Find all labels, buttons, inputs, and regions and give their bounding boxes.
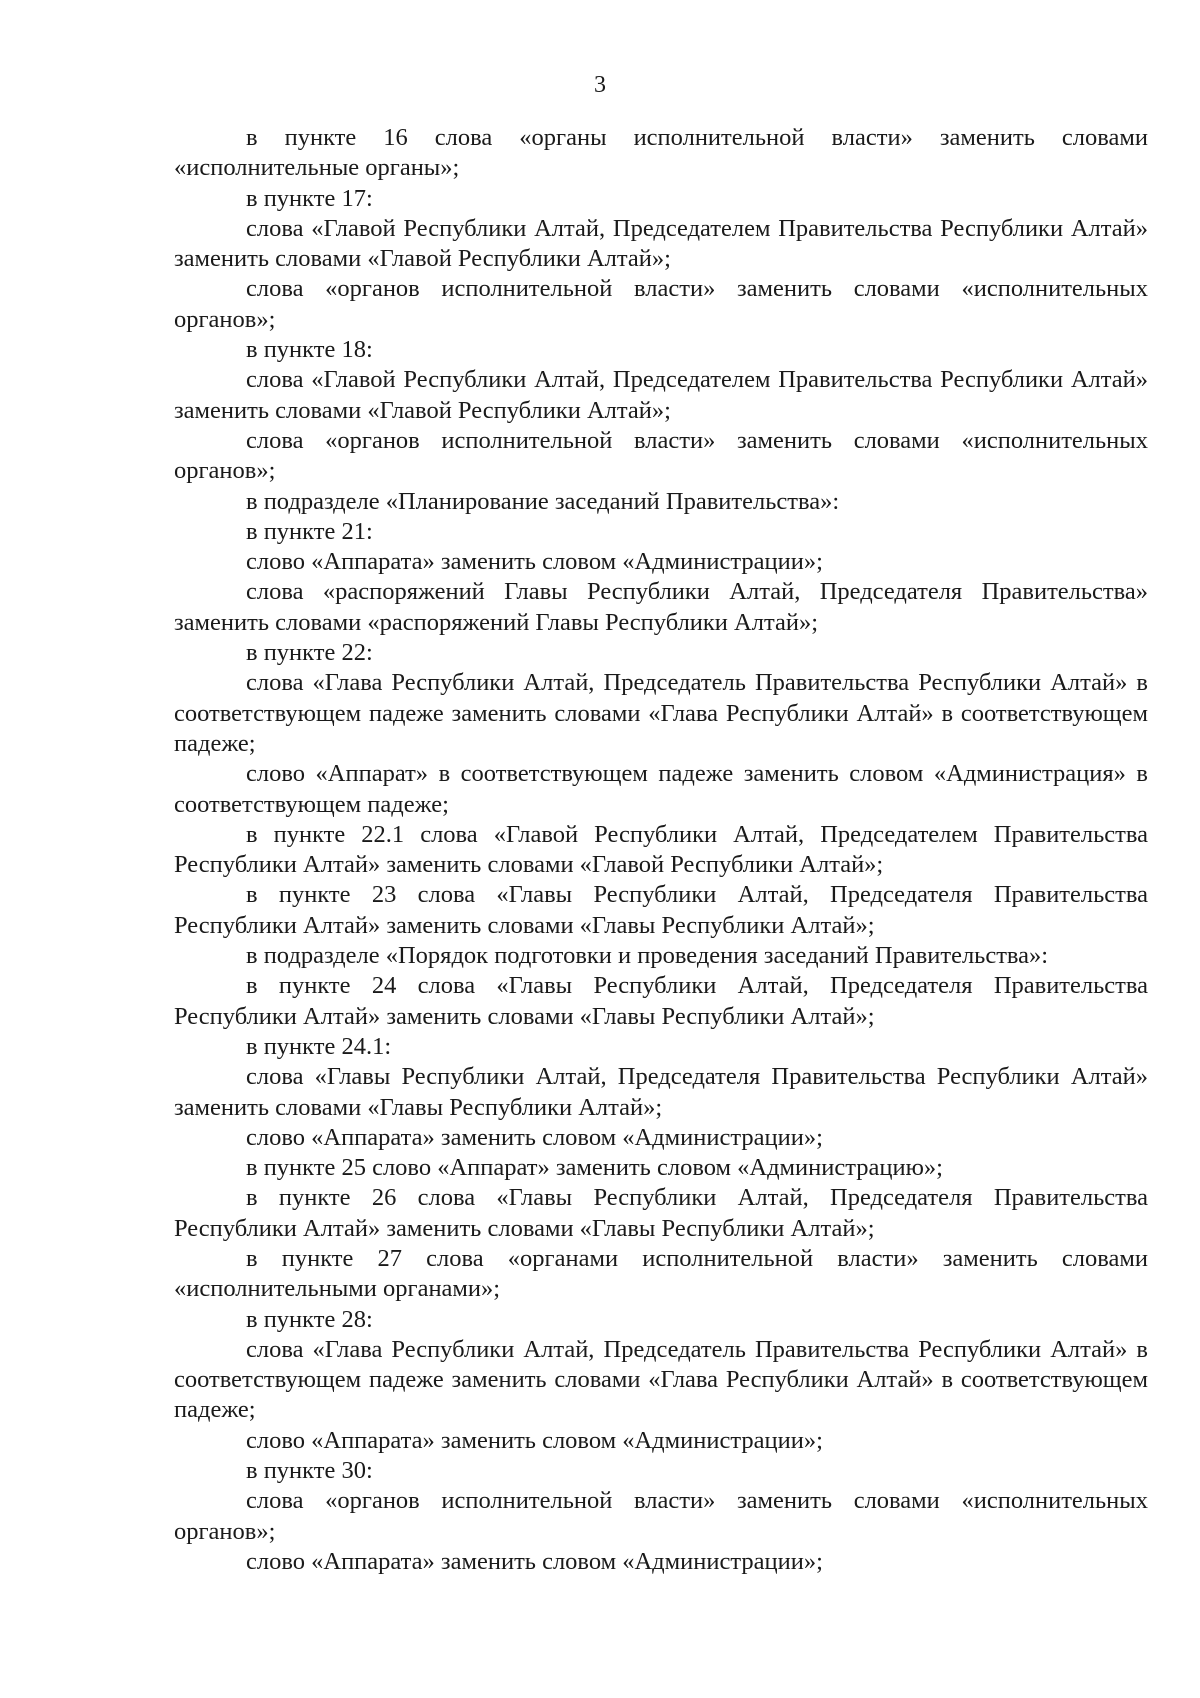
document-body [174,123,1148,1577]
paragraph: слова «Глава Республики Алтай, Председатель Правительства Республики Алтай» в соответствующем падеже заменить словами «Глава Республики Алтай» в соответствующем падеже; [174,1335,1148,1424]
paragraph: в пункте 22: [246,639,373,667]
paragraph: в пункте 28: [246,1305,373,1333]
paragraph: слова «органов исполнительной власти» заменить словами «исполнительных органов»; [174,1487,1148,1545]
paragraph: слова «Главы Республики Алтай, Председателя Правительства Республики Алтай» заменить словами «Главы Республики Алтай»; [174,1063,1148,1121]
paragraph: в пункте 17: [246,184,373,212]
paragraph: слова «распоряжений Главы Республики Алтай, Председателя Правительства» заменить словами «распоряжений Главы Республики Алтай»; [174,578,1148,636]
paragraph: слово «Аппарата» заменить словом «Администрации»; [246,1547,823,1575]
paragraph: слова «органов исполнительной власти» заменить словами «исполнительных органов»; [174,426,1148,485]
paragraph: слова «Главой Республики Алтай, Председателем Правительства Республики Алтай» заменить словами «Главой Республики Алтай»; [174,214,1148,273]
paragraph: слова «Главой Республики Алтай, Председателем Правительства Республики Алтай» заменить словами «Главой Республики Алтай»; [174,366,1148,424]
paragraph: в пункте 26 слова «Главы Республики Алтай, Председателя Правительства Республики Алтай» заменить словами «Главы Республики Алтай»; [174,1184,1148,1242]
paragraph: в пункте 30: [246,1457,373,1485]
paragraph: в подразделе «Планирование заседаний Правительства»: [246,487,840,515]
paragraph: в пункте 22.1 слова «Главой Республики Алтай, Председателем Правительства Республики Алтай» заменить словами «Главой Республики Алтай»; [174,820,1148,879]
page-number: 3 [594,72,606,98]
paragraph: слово «Аппарат» в соответствующем падеже заменить словом «Администрация» в соответствующем падеже; [174,760,1148,818]
paragraph: в пункте 25 слово «Аппарат» заменить словом «Администрацию»; [246,1154,943,1182]
paragraph: в пункте 27 слова «органами исполнительной власти» заменить словами «исполнительными органами»; [174,1244,1148,1303]
paragraph: в пункте 23 слова «Главы Республики Алтай, Председателя Правительства Республики Алтай» заменить словами «Главы Республики Алтай»; [174,881,1148,939]
paragraph: в пункте 24.1: [246,1032,392,1060]
paragraph: в пункте 24 слова «Главы Республики Алтай, Председателя Правительства Республики Алтай» заменить словами «Главы Республики Алтай»; [174,972,1148,1030]
paragraph: слово «Аппарата» заменить словом «Администрации»; [246,548,823,576]
paragraph: в подразделе «Порядок подготовки и проведения заседаний Правительства»: [246,942,1049,970]
paragraph: слова «Глава Республики Алтай, Председатель Правительства Республики Алтай» в соответствующем падеже заменить словами «Глава Республики Алтай» в соответствующем падеже; [174,669,1148,757]
paragraph: слово «Аппарата» заменить словом «Администрации»; [246,1426,823,1454]
paragraph: слова «органов исполнительной власти» заменить словами «исполнительных органов»; [174,275,1148,333]
paragraph: в пункте 18: [246,336,373,364]
paragraph: в пункте 16 слова «органы исполнительной власти» заменить словами «исполнительные органы»; [174,124,1148,182]
paragraph: в пункте 21: [246,517,373,545]
paragraph: слово «Аппарата» заменить словом «Администрации»; [246,1123,823,1151]
